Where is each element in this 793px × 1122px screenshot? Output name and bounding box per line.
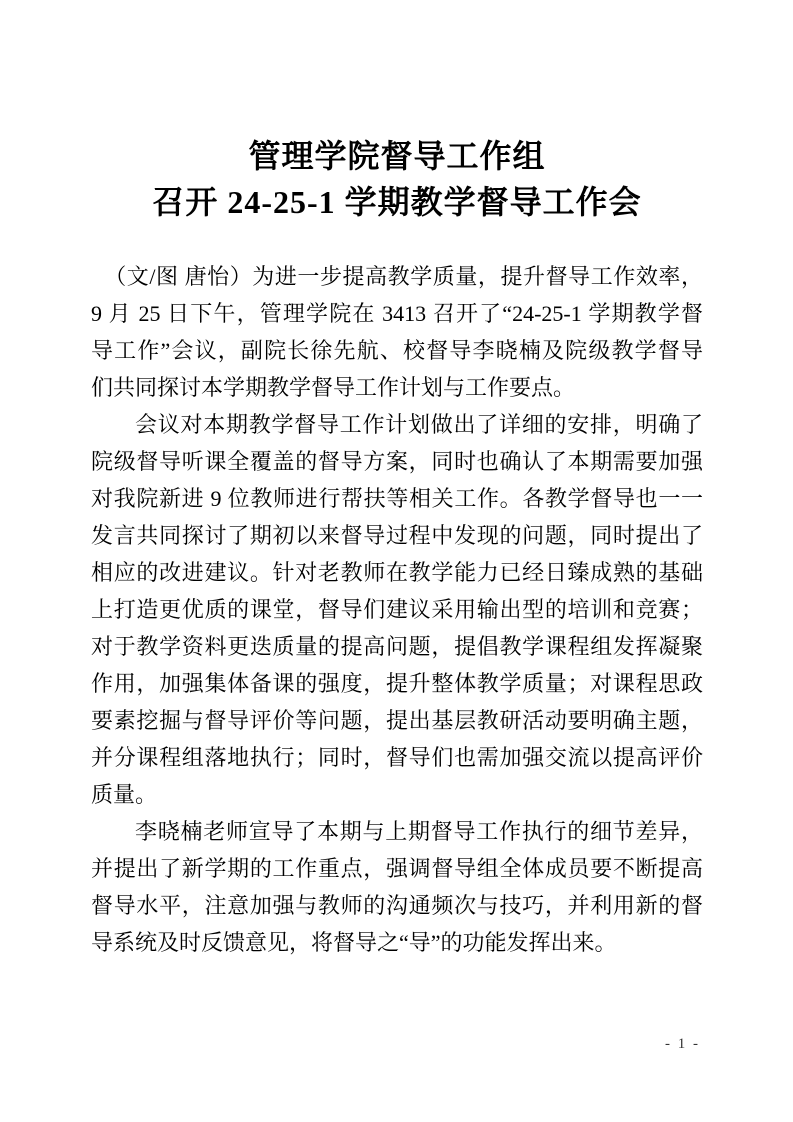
text-line: 并提出了新学期的工作重点，强调督导组全体成员要不断提高 — [91, 856, 703, 881]
text-line: 对我院新进 9 位教师进行帮扶等相关工作。各教学督导也一一 — [91, 486, 703, 511]
text-line: 导系统及时反馈意见，将督导之“导”的功能发挥出来。 — [91, 930, 617, 955]
paragraph-3 — [91, 813, 703, 961]
document-body — [91, 258, 703, 961]
text-line: 李晓楠老师宣导了本期与上期督导工作执行的细节差异， — [135, 819, 703, 844]
text-line: 并分课程组落地执行；同时，督导们也需加强交流以提高评价 — [91, 745, 703, 770]
title-line-2: 召开 24-25-1 学期教学督导工作会 — [152, 184, 642, 220]
text-line: 导工作”会议，副院长徐先航、校督导李晓楠及院级教学督导 — [91, 338, 703, 363]
text-line: 们共同探讨本学期教学督导工作计划与工作要点。 — [91, 375, 576, 400]
text-line: 9 月 25 日下午，管理学院在 3413 召开了“24-25-1 学期教学督 — [91, 301, 703, 326]
paragraph-2 — [91, 406, 703, 813]
text-line: 院级督导听课全覆盖的督导方案，同时也确认了本期需要加强 — [91, 449, 703, 474]
text-line: 督导水平，注意加强与教师的沟通频次与技巧，并利用新的督 — [91, 893, 703, 918]
title-line-1: 管理学院督导工作组 — [248, 138, 546, 174]
text-line: （文/图 唐怡）为进一步提高教学质量，提升督导工作效率， — [104, 264, 703, 289]
page-number: - 1 - — [665, 1036, 700, 1052]
text-line: 作用，加强集体备课的强度，提升整体教学质量；对课程思政 — [91, 671, 703, 696]
text-line: 会议对本期教学督导工作计划做出了详细的安排，明确了 — [135, 412, 703, 437]
text-line: 质量。 — [91, 782, 158, 807]
document-title — [91, 133, 703, 225]
paragraph-1 — [91, 258, 703, 406]
text-line: 相应的改进建议。针对老教师在教学能力已经日臻成熟的基础 — [91, 560, 703, 585]
text-line: 发言共同探讨了期初以来督导过程中发现的问题，同时提出了 — [91, 523, 703, 548]
text-line: 对于教学资料更迭质量的提高问题，提倡教学课程组发挥凝聚 — [91, 634, 703, 659]
text-line: 要素挖掘与督导评价等问题，提出基层教研活动要明确主题， — [91, 708, 703, 733]
text-line: 上打造更优质的课堂，督导们建议采用输出型的培训和竞赛； — [91, 597, 703, 622]
